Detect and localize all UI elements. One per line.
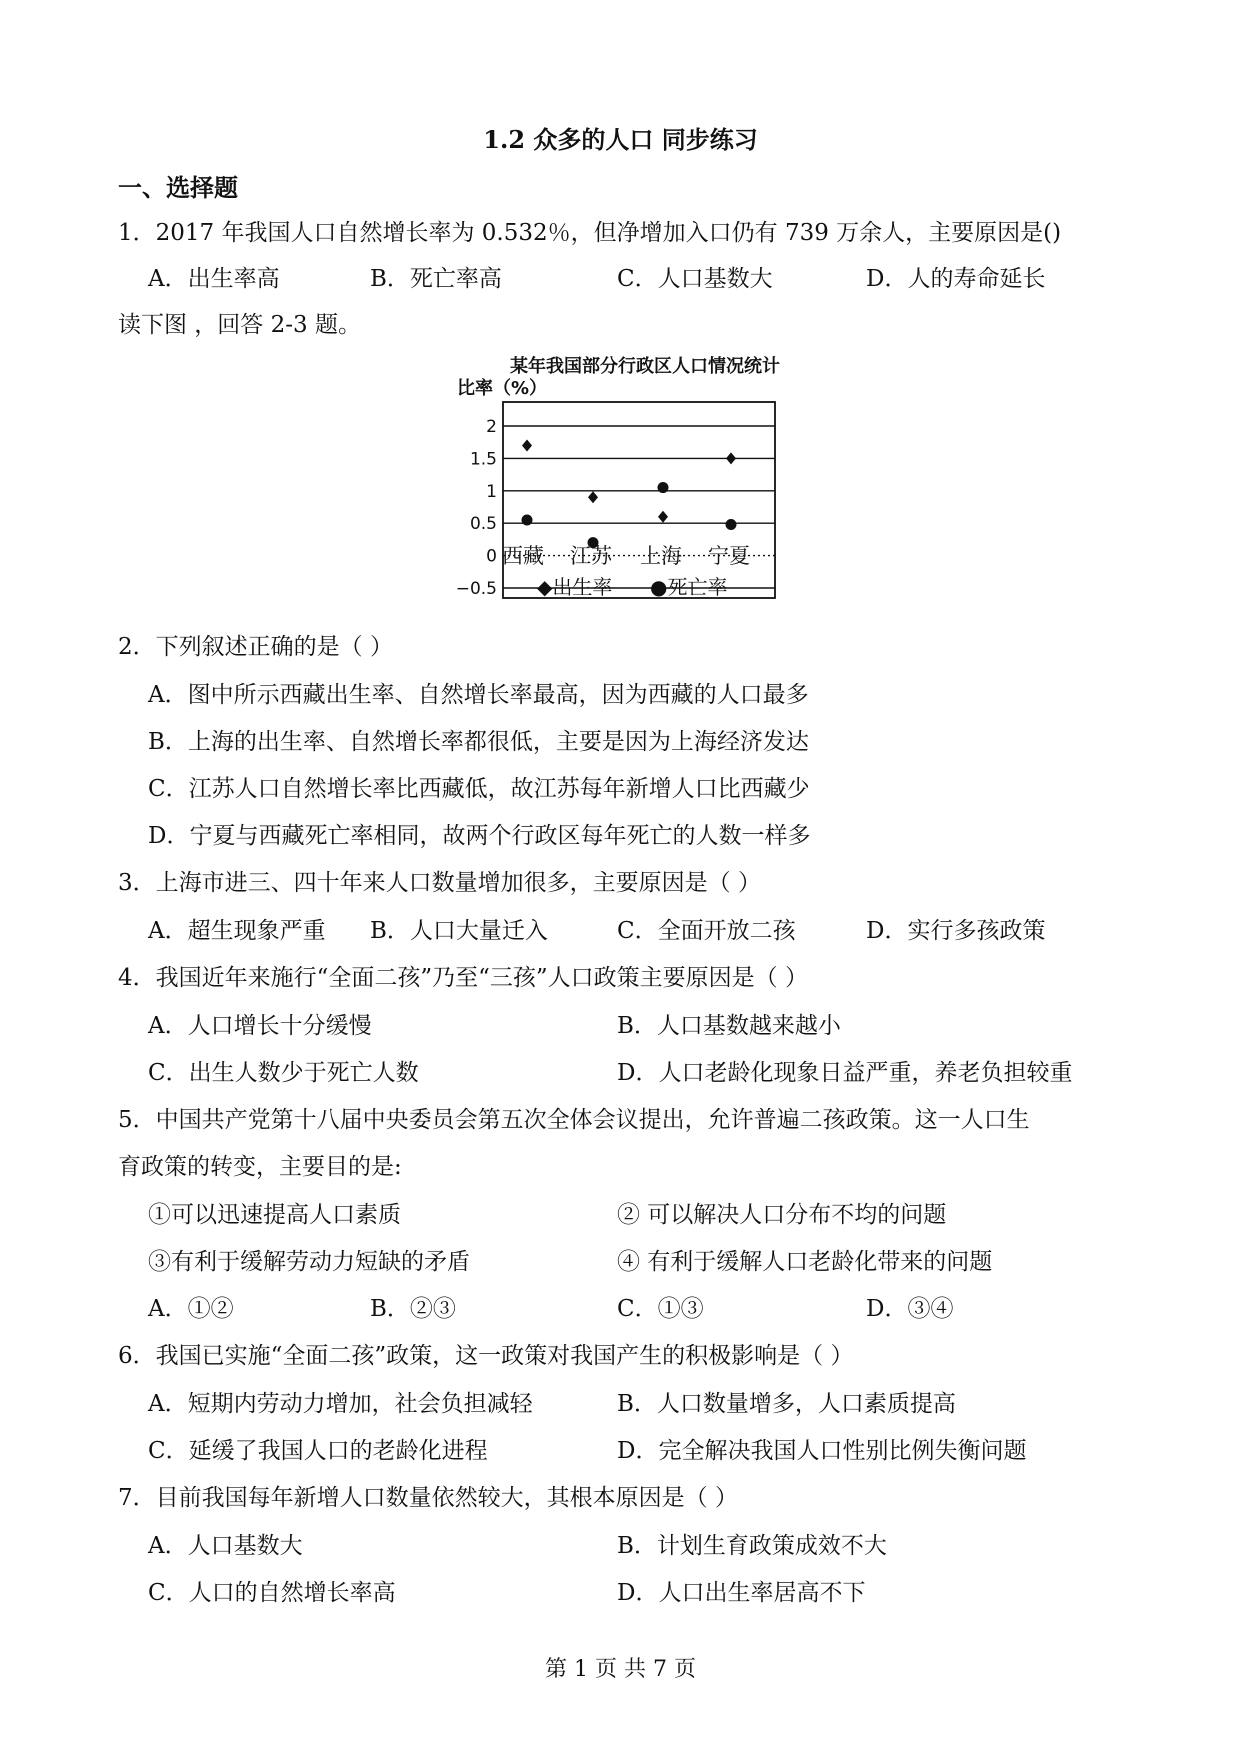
question-5-option-a: A．①② <box>148 1296 234 1322</box>
question-5-stem-line-2: 育政策的转变，主要目的是: <box>118 1154 402 1180</box>
question-5-option-b: B．②③ <box>370 1296 456 1322</box>
legend-death-rate: ●死亡率 <box>650 575 728 599</box>
y-tick-label: 1.5 <box>469 449 497 470</box>
question-5-item-4: ④ 有利于缓解人口老龄化带来的问题 <box>617 1249 993 1275</box>
question-6-option-a: A．短期内劳动力增加，社会负担减轻 <box>148 1391 533 1417</box>
death-rate-point <box>726 519 737 530</box>
question-5-item-1: ①可以迅速提高人口素质 <box>148 1202 401 1228</box>
question-3-option-a: A．超生现象严重 <box>148 918 326 944</box>
question-2-option-b: B．上海的出生率、自然增长率都很低，主要是因为上海经济发达 <box>148 729 809 755</box>
y-tick-label: −0.5 <box>455 579 497 599</box>
question-2-option-a: A．图中所示西藏出生率、自然增长率最高，因为西藏的人口最多 <box>148 682 809 708</box>
question-1-option-b: B．死亡率高 <box>370 266 502 292</box>
question-7-option-b: B．计划生育政策成效不大 <box>617 1533 887 1559</box>
question-5-item-3: ③有利于缓解劳动力短缺的矛盾 <box>148 1249 470 1275</box>
x-category-label: 宁夏 <box>708 544 750 568</box>
question-6-option-d: D．完全解决我国人口性别比例失衡问题 <box>617 1438 1027 1464</box>
page-footer: 第 1 页 共 7 页 <box>545 1657 696 1682</box>
question-3-option-c: C．全面开放二孩 <box>617 918 796 944</box>
data-points <box>522 439 737 548</box>
question-4-option-c: C．出生人数少于死亡人数 <box>148 1060 419 1086</box>
question-5-option-c: C．①③ <box>617 1296 704 1322</box>
question-7-option-a: A．人口基数大 <box>148 1533 303 1559</box>
question-6-option-c: C．延缓了我国人口的老龄化进程 <box>148 1438 488 1464</box>
death-rate-point <box>658 482 669 493</box>
section-heading: 一、选择题 <box>118 173 238 202</box>
legend-birth-rate: ◆出生率 <box>537 575 613 599</box>
question-3-option-b: B．人口大量迁入 <box>370 918 548 944</box>
y-tick-label: 2 <box>486 417 497 437</box>
question-4-stem: 4．我国近年来施行“全面二孩”乃至“三孩”人口政策主要原因是（ ） <box>118 965 808 991</box>
birth-rate-point <box>726 452 736 464</box>
question-2-option-c: C．江苏人口自然增长率比西藏低，故江苏每年新增人口比西藏少 <box>148 776 810 802</box>
read-figure-intro: 读下图 ，回答 2-3 题。 <box>118 312 361 338</box>
x-category-label: 江苏 <box>570 544 612 568</box>
question-3-stem: 3．上海市进三、四十年来人口数量增加很多，主要原因是（ ） <box>118 870 761 896</box>
birth-rate-point <box>522 439 532 451</box>
question-4-option-a: A．人口增长十分缓慢 <box>148 1013 372 1039</box>
question-4-option-d: D．人口老龄化现象日益严重，养老负担较重 <box>617 1060 1073 1086</box>
question-7-option-c: C．人口的自然增长率高 <box>148 1580 396 1606</box>
birth-rate-point <box>658 511 668 523</box>
question-7-stem: 7．目前我国每年新增人口数量依然较大，其根本原因是（ ） <box>118 1485 738 1511</box>
question-1-option-d: D．人的寿命延长 <box>866 266 1046 292</box>
question-1-stem: 1．2017 年我国人口自然增长率为 0.532％，但净增加入口仍有 739 万余人，主要原因是() <box>118 220 1062 246</box>
question-5-item-2: ② 可以解决人口分布不均的问题 <box>617 1202 947 1228</box>
question-5-option-d: D．③④ <box>866 1296 954 1322</box>
question-7-option-d: D．人口出生率居高不下 <box>617 1580 866 1606</box>
question-1-option-c: C．人口基数大 <box>617 266 773 292</box>
question-6-option-b: B．人口数量增多，人口素质提高 <box>617 1391 956 1417</box>
chart-y-axis-label: 比率（%） <box>457 378 548 399</box>
question-1-option-a: A．出生率高 <box>148 266 280 292</box>
chart-title: 某年我国部分行政区人口情况统计 <box>510 356 780 377</box>
x-category-label: 上海 <box>640 544 682 568</box>
y-tick-labels <box>456 417 497 599</box>
question-3-option-d: D．实行多孩政策 <box>866 918 1046 944</box>
question-6-stem: 6．我国已实施“全面二孩”政策，这一政策对我国产生的积极影响是（ ） <box>118 1343 854 1369</box>
question-2-option-d: D．宁夏与西藏死亡率相同，故两个行政区每年死亡的人数一样多 <box>148 823 811 849</box>
question-4-option-b: B．人口基数越来越小 <box>617 1013 841 1039</box>
page-title: 1.2 众多的人口 同步练习 <box>483 125 758 154</box>
y-tick-label: 1 <box>486 481 497 502</box>
y-tick-label: 0.5 <box>469 514 497 535</box>
question-2-stem: 2．下列叙述正确的是（ ） <box>118 634 393 660</box>
birth-rate-point <box>588 491 598 503</box>
question-5-stem-line-1: 5．中国共产党第十八届中央委员会第五次全体会议提出，允许普遍二孩政策。这一人口生 <box>118 1107 1030 1133</box>
death-rate-point <box>522 514 533 525</box>
y-tick-label: 0 <box>486 546 497 567</box>
x-category-label: 西藏 <box>502 544 544 568</box>
